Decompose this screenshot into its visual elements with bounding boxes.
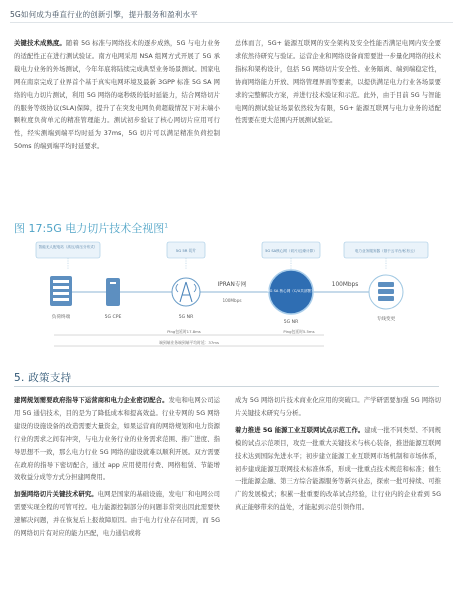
label-bw1: 100Mbps	[222, 298, 242, 303]
paragraph	[235, 425, 441, 515]
paragraph	[14, 395, 220, 485]
figure-footnote-mark: 1	[164, 222, 169, 230]
paragraph-body: 发电和电网公司运用 5G 通信技术，目的是为了降低成本和提高效益。行业专网的 5G 网络建设的设施设备的改造需要大量资金，如果运营商的网络规划和电力资源行业的需求之间有冲突，与电力业务行业的业务需求范围、推广进度、指导思想不一致，那么电力行业 5G 网络的建设就难以顺利开展。双方需要在政府的指导下密切配合，通过 app 应用使用付费、网格租赁、节能增效收益分成等方式分担建网费用。	[14, 397, 220, 482]
label-cpe: 5G CPE	[104, 315, 122, 320]
box-terminal-text: 智能无人配电站（高压/高压分布式）	[38, 245, 98, 249]
paragraph: 成为 5G 网络切片技术商业化应用的突破口。产学研需要加强 5G 网络切片关键技术研究与分析。	[235, 397, 441, 417]
figure-title	[14, 220, 168, 236]
terminal-device-icon	[50, 276, 72, 306]
power-slice-diagram	[14, 240, 439, 362]
label-ping1: Ping包延时17.8ms	[167, 329, 201, 334]
label-bw2: 100Mbps	[331, 282, 359, 288]
label-dedicated: 专线变更	[376, 317, 396, 322]
top-box-5gnr	[167, 242, 205, 258]
cpe-icon	[106, 278, 120, 306]
bottom-right-column	[235, 395, 441, 515]
label-core-bottom: 5G NR	[283, 320, 299, 325]
label-ipran: IPRAN专网	[217, 282, 247, 288]
label-total: 端到端业务端到端平均时延：37ms	[159, 340, 219, 345]
box-5gnr-text: 5G 5R 切片	[175, 248, 197, 253]
paragraph-body: 建成一批不同类型、不同规模的试点示范项目，攻克一批重大关键技术与核心装备，推进能源互联网技术达到国际先进水平；初步建立能源工业互联网市场机制和市场体系，初步建成能源互联网技术标准体系，形成一批重点技术规范和标准；催生一批能源金融、第三方综合能源服务等新兴业态，探索一批可持续、可推广的发展模式；积累一批重要的改革试点经验，让行业内的企业看到 5G 真正能够带来的益处，才能起到示范引领作用。	[235, 426, 441, 512]
box-core-text: 5G SA核心网（切片/边缘计算）	[265, 249, 317, 253]
paragraph-lead: 建网规划需要政府指导下运营商和电力企业密切配合。	[14, 397, 169, 404]
top-right-column	[235, 38, 441, 128]
top-box-core	[262, 242, 320, 258]
label-terminal: 负荷终端	[51, 315, 71, 320]
paragraph-body: 电网是国家的基础设施，发电厂和电网公司需要实现全程的可管可控。电力能源控制部分的问题非常突出因此需要快速解决问题，并在恢复后上报故障原因。由于电力行业存在同需，而 5G 的网络切片有对应的能力匹配，电力通信或将	[14, 491, 220, 538]
label-5gnr: 5G NR	[178, 315, 194, 320]
top-box-terminal	[36, 242, 100, 258]
figure-title-text: 图 17:5G 电力切片技术全视图	[14, 222, 165, 235]
paragraph-lead: 着力推进 5G 能源工业互联网试点示范工作。	[235, 426, 365, 434]
label-core: 5G SA 核心网（C/U共部署）	[267, 289, 315, 293]
box-server-text: 电力业务服务器（基于云平台/私有云）	[354, 249, 418, 253]
header-title: 5G如何成为垂直行业的创新引擎，提升服务和盈利水平	[10, 10, 198, 19]
paragraph	[14, 38, 220, 154]
paragraph	[14, 489, 220, 541]
paragraph-body: 随着 5G 标准与网络技术的逐步成熟，5G 与电力业务的适配性正在进行测试验证。南方电网采用 NSA 组网方式开展了 5G 承载电力业务的外场测试，今年年底将陆续完成典型业务场景测试。国家电网在南京完成了业界首个基于真实电网环境及最新 3GPP 标准 5G SA 网络的电力切片测试，利用 5G 网络的毫秒级的低时延能力，结合网络切片的服务等级协议(SLA)保障，提升了在突发电网负荷超载情况下对末端小颗粒度负荷单元的精准管理能力。测试初步验证了核心网切片应用可行性，经实测端到端平均时延为 37ms，5G 切片可以满足精准负荷控制 50ms 的端到端平均时延要求。	[14, 40, 220, 151]
section-title: 5. 政策支持	[14, 372, 72, 384]
base-station-icon	[172, 278, 200, 306]
bottom-left-column	[14, 395, 220, 541]
label-ping2: Ping包延时5.5ms	[283, 329, 315, 334]
section-divider	[14, 386, 439, 387]
top-box-server	[344, 242, 428, 258]
server-icon	[369, 275, 403, 309]
top-left-column	[14, 38, 220, 154]
header-divider	[10, 22, 453, 23]
paragraph-lead: 关键技术成熟度。	[14, 40, 66, 47]
paragraph-lead: 加强网络切片关键技术研究。	[14, 491, 98, 499]
dotted-connectors	[68, 258, 386, 270]
paragraph: 总体而言，5G+ 能源互联网的安全架构及安全性能否满足电网内安全要求依然待研究与验证。运营企业和网络设备商需要进一步量化网络的技术指标和架构设计，包括 5G 网络切片安全性、业务隔离、端到端稳定性，协商网络能力开放、网络管理界面等要素，以提供满足电力行业各场景要求的完整解决方案，并进行技术验证和示范。此外，由于目前 5G 与智能电网的测试验证场景依然较为有限，5G+ 能源互联网与电力业务的适配性需要在更大范围内开展测试验证。	[235, 40, 441, 125]
